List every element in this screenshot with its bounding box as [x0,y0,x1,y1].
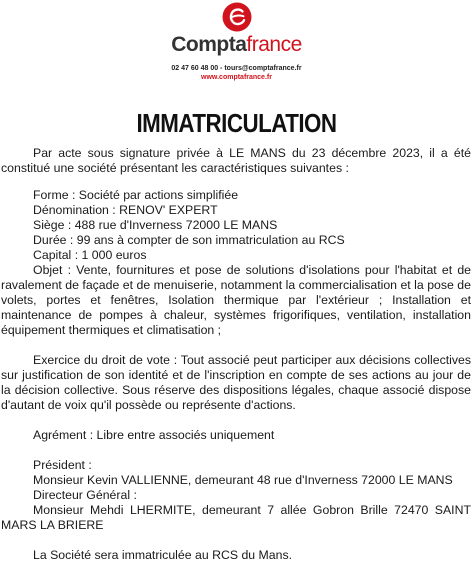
agrement-line: Agrément : Libre entre associés uniquement [33,428,275,442]
website-link[interactable]: www.comptafrance.fr [201,74,272,81]
spacer [1,338,471,353]
vote-paragraph: Exercice du droit de vote : Tout associé peut participer aux décisions collectives sur justification de son identité et de l'inscription en compte de ses actions au jour de la décision collective. Sous réserve des dispositions légales, chaque associé dispose d'autant de voix qu'il possède ou représente d'actions. [1,353,471,412]
brand-name-part2: france [246,33,302,56]
field-capital: Capital : 1 000 euros [33,248,147,262]
header [0,0,473,112]
dg-line: Monsieur Mehdi LHERMITE, demeurant 7 allée Gobron Brille 72470 SAINT MARS LA BRIERE [1,503,471,532]
spacer [1,176,471,188]
page-title: IMMATRICULATION [136,108,337,138]
brand-name-part1: Compta [171,33,247,56]
field-objet: Objet : Vente, fournitures et pose de solutions d'isolations pour l'habitat et de ravalement de façade et de menuiserie, notamment la commercialisation et la pose de volets, portes et fenêtres, Isolation thermique par l'extérieur ; Installation et maintenance de pompes à chaleur, systèmes frigorifiques, ventilation, installation équipement thermiques et climatisation ; [1,263,471,337]
notice-body [1,146,471,563]
closing-line: La Société sera immatriculée au RCS du Mans. [33,548,293,562]
field-denomination: Dénomination : RENOV' EXPERT [33,203,218,217]
field-duree: Durée : 99 ans à compter de son immatriculation au RCS [33,233,345,247]
brand-name [0,33,473,57]
intro-paragraph: Par acte sous signature privée à LE MANS du 23 décembre 2023, il a été constitué une société présentant les caractéristiques suivantes : [1,146,471,175]
field-siege: Siège : 488 rue d'Inverness 72000 LE MANS [33,218,278,232]
president-line: Monsieur Kevin VALLIENNE, demeurant 48 rue d'Inverness 72000 LE MANS [33,473,453,487]
president-label: Président : [33,458,92,472]
spacer [1,413,471,428]
spacer [1,533,471,548]
comptafrance-logo-icon [222,2,252,32]
field-forme: Forme : Société par actions simplifiée [33,188,239,202]
contact-line: 02 47 60 48 00 - tours@comptafrance.fr [171,65,302,72]
dg-label: Directeur Général : [33,488,137,502]
spacer [1,443,471,458]
